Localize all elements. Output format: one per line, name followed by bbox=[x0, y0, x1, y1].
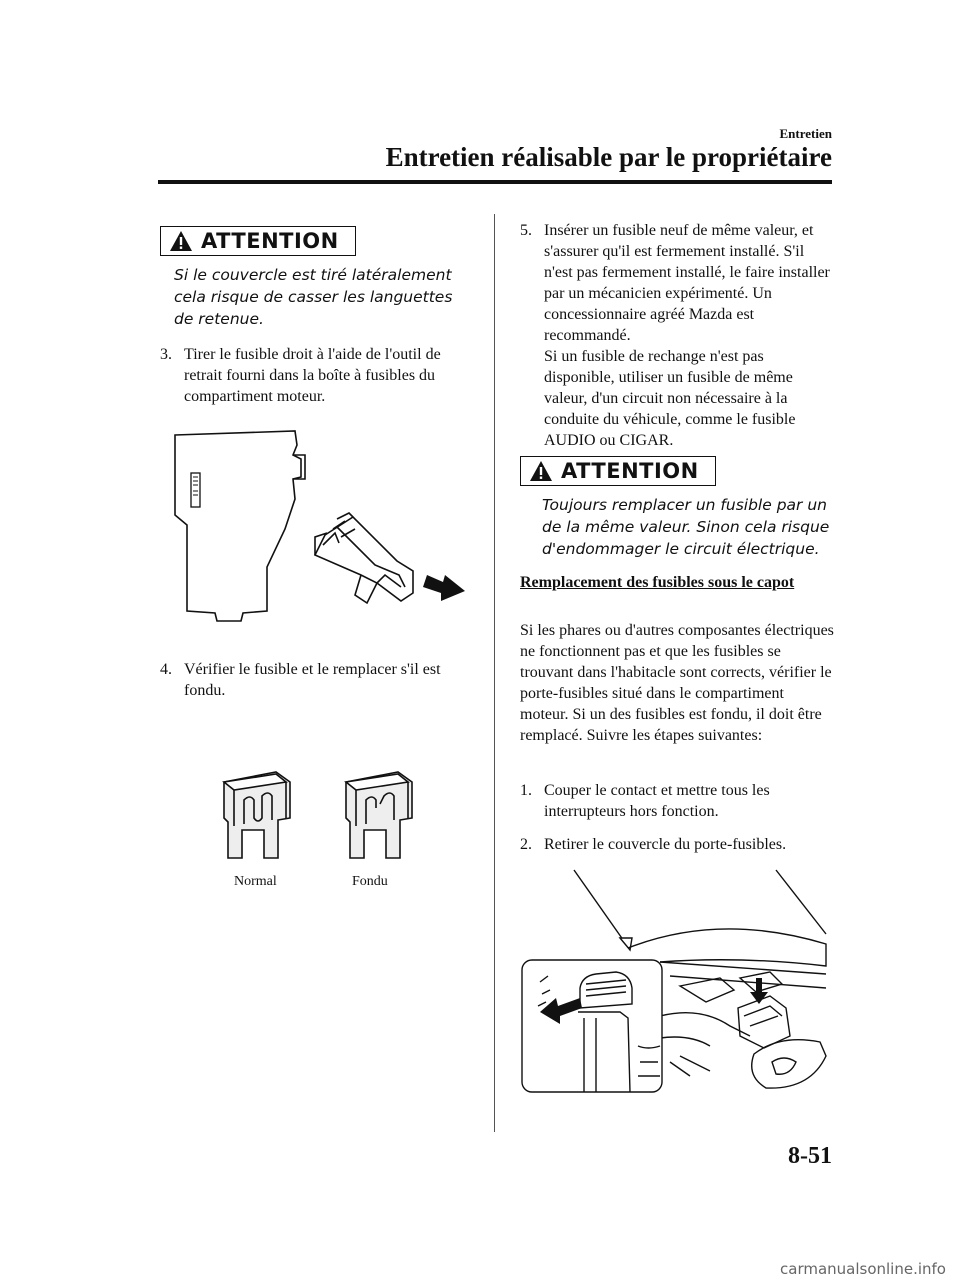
step-3 bbox=[160, 344, 476, 407]
step-text: Couper le contact et mettre tous les interrupteurs hors fonction. bbox=[544, 782, 770, 820]
page-number: 8-51 bbox=[788, 1143, 832, 1169]
header-rule bbox=[158, 180, 832, 184]
page-title: Entretien réalisable par le propriétaire bbox=[385, 142, 832, 172]
engine-bay-illustration bbox=[520, 866, 832, 1098]
step-5 bbox=[520, 220, 836, 451]
attention-text: Toujours remplacer un fusible par un de la même valeur. Sinon cela risque d'endommager le circuit électrique. bbox=[542, 496, 830, 558]
watermark: carmanualsonline.info bbox=[780, 1260, 946, 1278]
step-1 bbox=[520, 780, 836, 822]
step-number: 2. bbox=[520, 836, 532, 853]
attention-label: ATTENTION bbox=[201, 228, 339, 253]
step-number: 5. bbox=[520, 222, 532, 239]
step-text: Tirer le fusible droit à l'aide de l'outil de retrait fourni dans la boîte à fusibles du compartiment moteur. bbox=[184, 346, 441, 405]
step-text-2: Si un fusible de rechange n'est pas disponible, utiliser un fusible de même valeur, d'un circuit non nécessaire à la conduite du véhicule, comme le fusible AUDIO ou CIGAR. bbox=[544, 348, 796, 449]
attention-label: ATTENTION bbox=[561, 458, 699, 483]
section-label: Entretien bbox=[779, 126, 832, 141]
warning-icon bbox=[169, 230, 193, 252]
step-4 bbox=[160, 659, 476, 701]
fuse-puller-illustration bbox=[165, 425, 470, 625]
attention-header-1 bbox=[160, 226, 356, 256]
column-divider bbox=[494, 214, 495, 1132]
step-2 bbox=[520, 834, 836, 855]
body-paragraph: Si les phares ou d'autres composantes électriques ne fonctionnent pas et que les fusibles se trouvant dans l'habitacle sont corrects, vérifier le porte-fusibles situé dans le compartiment moteur. Si un des fusibles est fondu, il doit être remplacé. Suivre les étapes suivantes: bbox=[520, 622, 834, 744]
attention-block-2 bbox=[520, 456, 836, 560]
step-text: Retirer le couvercle du porte-fusibles. bbox=[544, 836, 787, 853]
step-number: 3. bbox=[160, 346, 172, 363]
warning-icon bbox=[529, 460, 553, 482]
attention-text: Si le couvercle est tiré latéralement cela risque de casser les languettes de retenue. bbox=[174, 266, 453, 328]
step-text: Vérifier le fusible et le remplacer s'il est fondu. bbox=[184, 661, 441, 699]
step-text: Insérer un fusible neuf de même valeur, et s'assurer qu'il est fermement installé. S'il n'est pas fermement installé, le faire installer par un mécanicien expérimenté. Un concessionnaire agréé Mazda est recommandé. bbox=[544, 222, 830, 344]
attention-header-2 bbox=[520, 456, 716, 486]
attention-block-1 bbox=[160, 226, 480, 330]
subsection-title: Remplacement des fusibles sous le capot bbox=[520, 574, 795, 591]
fuse-label-normal: Normal bbox=[234, 874, 277, 889]
fuse-label-blown: Fondu bbox=[352, 874, 388, 889]
step-number: 4. bbox=[160, 661, 172, 678]
step-number: 1. bbox=[520, 782, 532, 799]
fuses-illustration bbox=[220, 768, 416, 866]
